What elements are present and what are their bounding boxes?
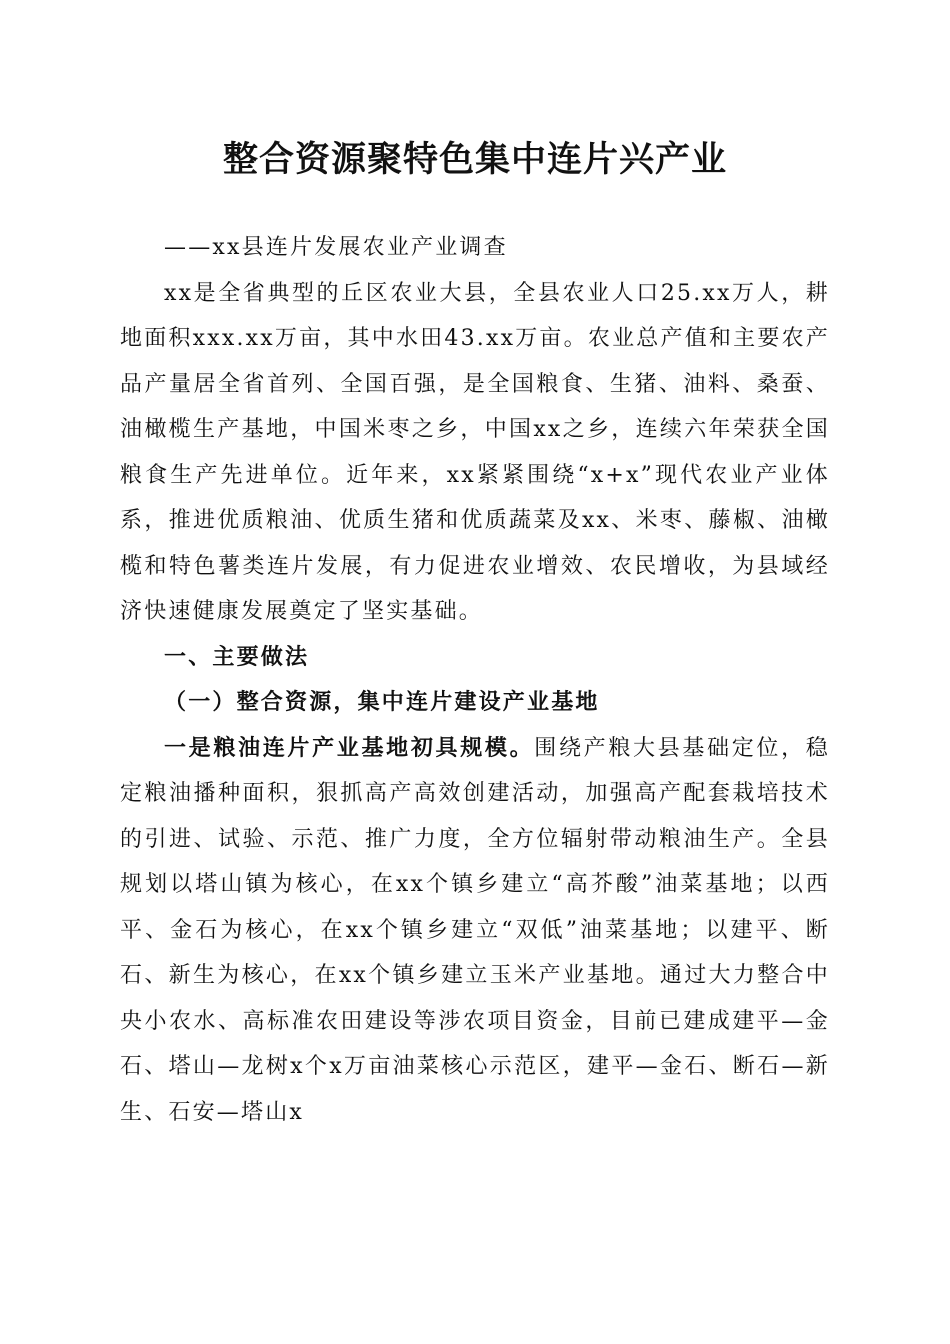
intro-paragraph: xx是全省典型的丘区农业大县，全县农业人口25.xx万人，耕地面积xxx.xx万亩，其中水田43.xx万亩。农业总产值和主要农产品产量居全省首列、全国百强，是全国粮食、生猪、油料、桑蚕、油橄榄生产基地，中国米枣之乡，中国xx之乡，连续六年荣获全国粮食生产先进单位。近年来，xx紧紧围绕“x+x”现代农业产业体系，推进优质粮油、优质生猪和优质蔬菜及xx、米枣、藤椒、油橄榄和特色薯类连片发展，有力促进农业增效、农民增收，为县域经济快速健康发展奠定了坚实基础。 (120, 280, 830, 624)
subsection-heading: （一）整合资源，集中连片建设产业基地 (164, 689, 600, 715)
paragraph-lead: 一是粮油连片产业基地初具规模。 (164, 734, 535, 761)
document-title: 整合资源聚特色集中连片兴产业 (222, 140, 727, 180)
paragraph (120, 726, 830, 1136)
section-heading: 一、主要做法 (164, 644, 310, 670)
document-body (120, 225, 830, 1135)
subtitle: ——xx县连片发展农业产业调查 (164, 235, 508, 260)
paragraph-body: 围绕产粮大县基础定位，稳定粮油播种面积，狠抓高产高效创建活动，加强高产配套栽培技术的引进、试验、示范、推广力度，全方位辐射带动粮油生产。全县规划以塔山镇为核心，在xx个镇乡建立“高芥酸”油菜基地；以西平、金石为核心，在xx个镇乡建立“双低”油菜基地；以建平、断石、新生为核心，在xx个镇乡建立玉米产业基地。通过大力整合中央小农水、高标准农田建设等涉农项目资金，目前已建成建平—金石、塔山—龙树x个x万亩油菜核心示范区，建平—金石、断石—新生、石安—塔山x (120, 735, 830, 1125)
